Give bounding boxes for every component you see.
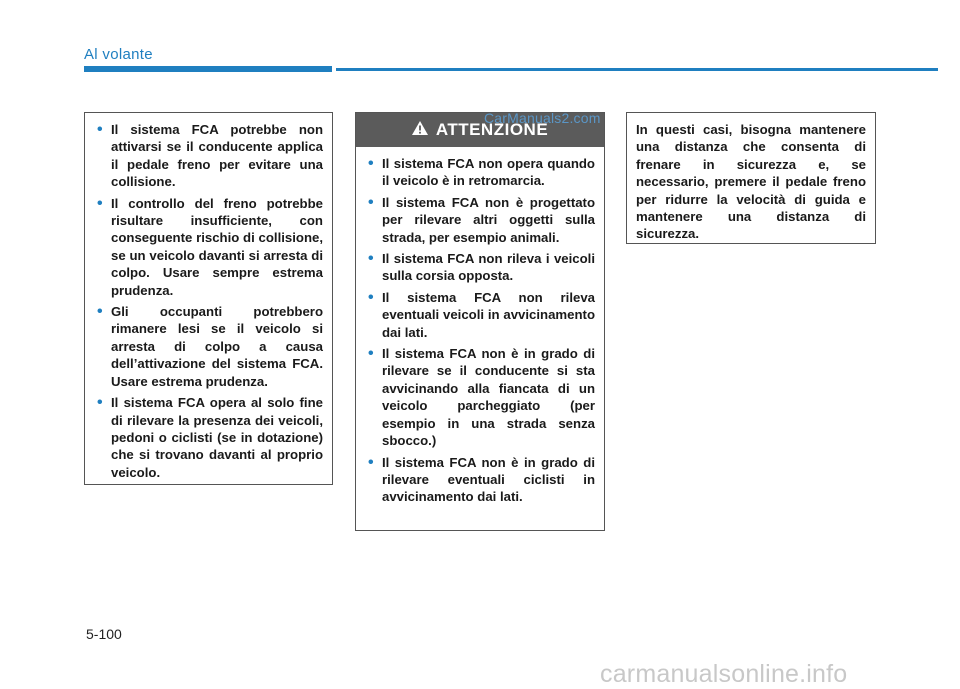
bullet-list-middle	[372, 155, 595, 506]
page-number: 5-100	[86, 626, 122, 642]
warning-header-label: ATTENZIONE	[435, 120, 549, 139]
list-item: • Il sistema FCA potrebbe non attivarsi se il conducente applica il pedale freno per evitare una collisione.	[101, 121, 323, 191]
info-box-left	[84, 112, 333, 485]
info-box-right	[626, 112, 876, 244]
header-rule-thick	[84, 66, 332, 72]
footer-watermark: carmanualsonline.info	[600, 660, 848, 688]
list-item: • Il sistema FCA non rileva i veicoli sulla corsia opposta.	[372, 250, 595, 285]
list-item: • Il sistema FCA non è in grado di rilevare eventuali ciclisti in avvicinamento dai lati.	[372, 454, 595, 506]
list-item: • Il sistema FCA non è progettato per rilevare altri oggetti sulla strada, per esempio animali.	[372, 194, 595, 246]
warning-box	[355, 112, 605, 531]
header-rule-thin	[336, 68, 938, 71]
list-item: • Il sistema FCA non opera quando il veicolo è in retromarcia.	[372, 155, 595, 190]
paragraph-right: In questi casi, bisogna mantenere una distanza che consenta di frenare in sicurezza e, se necessario, premere il pedale freno per ridurre la velocità di guida e mantenere una distanza di sicurezza.	[636, 122, 866, 242]
watermark-top: CarManuals2.com	[484, 110, 601, 126]
list-item: • Il sistema FCA non è in grado di rilevare se il conducente si sta avvicinando alla fiancata di un veicolo parcheggiato (per esempio in una strada senza sbocco.)	[372, 345, 595, 449]
list-item: • Il sistema FCA opera al solo fine di rilevare la presenza dei veicoli, pedoni o ciclisti (se in dotazione) che si trovano davanti al proprio veicolo.	[101, 394, 323, 481]
bullet-list-left	[101, 121, 323, 481]
list-item: • Il controllo del freno potrebbe risultare insufficiente, con conseguente rischio di collisione, se un veicolo davanti si arresta di colpo. Usare sempre estrema prudenza.	[101, 195, 323, 299]
section-title: Al volante	[84, 46, 153, 63]
list-item: • Il sistema FCA non rileva eventuali veicoli in avvicinamento dai lati.	[372, 289, 595, 341]
warning-triangle-icon	[412, 121, 428, 139]
list-item: • Gli occupanti potrebbero rimanere lesi se il veicolo si arresta di colpo a causa dell’attivazione del sistema FCA. Usare estrema prudenza.	[101, 303, 323, 390]
